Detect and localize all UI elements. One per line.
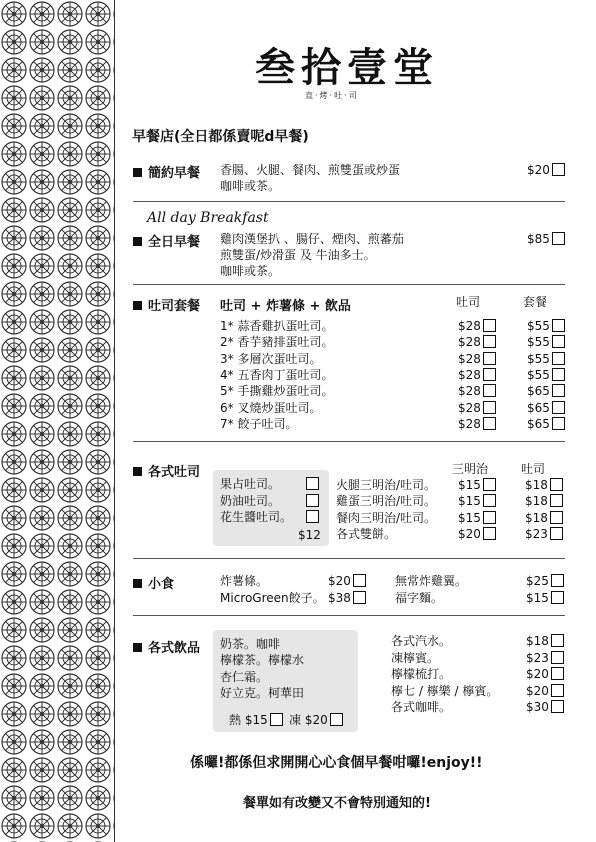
toasts-right-item-name: 各式雙餅。 — [336, 526, 397, 541]
checkbox[interactable] — [551, 591, 564, 604]
checkbox[interactable] — [552, 352, 565, 365]
checkbox[interactable] — [483, 319, 496, 332]
toast-set-item-set-price: $55 — [527, 335, 565, 349]
toasts-right-toast-price: $18 — [525, 494, 563, 508]
checkbox[interactable] — [483, 368, 496, 381]
section-simple-title: 簡約早餐 — [133, 162, 200, 181]
simple-price: $20 — [527, 163, 565, 177]
toasts-left-item: 奶油吐司。 — [220, 493, 281, 508]
checkbox[interactable] — [483, 417, 496, 430]
toast-set-item-set-price: $65 — [527, 401, 565, 415]
bullet-square-icon — [133, 168, 142, 177]
checkbox[interactable] — [551, 634, 564, 647]
checkbox[interactable] — [552, 163, 565, 176]
toast-set-item-toast-price: $28 — [458, 417, 496, 431]
toasts-right-toast-price: $18 — [525, 478, 563, 492]
toasts-left-checkbox — [304, 477, 319, 491]
toasts-right-sandwich-price: $15 — [458, 494, 496, 508]
toasts-right-item-name: 餐肉三明治/吐司。 — [336, 510, 437, 525]
checkbox[interactable] — [483, 335, 496, 348]
divider — [133, 558, 565, 559]
snacks-right-item-name: 無常炸雞翼。 — [395, 574, 468, 588]
checkbox[interactable] — [551, 651, 564, 664]
checkbox[interactable] — [552, 368, 565, 381]
checkbox[interactable] — [330, 713, 343, 726]
divider — [133, 284, 565, 285]
checkbox[interactable] — [550, 511, 563, 524]
drinks-right-item-name: 各式汽水。 — [391, 634, 452, 648]
checkbox[interactable] — [483, 478, 496, 491]
snacks-right-item-price: $15 — [526, 591, 564, 605]
toast-set-subtitle: 吐司 + 炸薯條 + 飲品 — [220, 299, 351, 314]
toasts-left-item: 果占吐司。 — [220, 477, 281, 491]
snacks-left-item-name: MicroGreen餃子。 — [220, 591, 325, 605]
allday-description: 雞肉漢堡扒 、腸仔、煙肉、煎蕃茄 煎雙蛋/炒滑蛋 及 牛油多士。 咖啡或茶。 — [220, 232, 404, 278]
toast-set-item-set-price: $55 — [527, 319, 565, 333]
toast-set-col-toast: 吐司 — [456, 295, 481, 309]
toasts-left-checkbox — [304, 510, 319, 524]
drinks-right-item-name: 檸檬梳打。 — [391, 667, 452, 681]
toasts-left-price: $12 — [298, 528, 321, 542]
drinks-right-item-price: $30 — [526, 700, 564, 714]
section-snacks-title: 小食 — [133, 573, 174, 592]
simple-description: 香腸、火腿、餐肉、煎雙蛋或炒蛋 咖啡或茶。 — [220, 163, 401, 193]
checkbox[interactable] — [551, 700, 564, 713]
brand-logo: 叁拾壹堂 — [255, 44, 439, 91]
toasts-right-sandwich-price: $20 — [458, 527, 496, 541]
checkbox[interactable] — [552, 417, 565, 430]
checkbox[interactable] — [353, 591, 366, 604]
snacks-left-item-price: $20 — [328, 574, 366, 588]
drinks-hot-price: 熱 $15 — [229, 711, 283, 728]
toasts-right-toast-price: $23 — [525, 527, 563, 541]
toast-set-item-set-price: $55 — [527, 368, 565, 382]
toast-set-col-set: 套餐 — [523, 295, 548, 309]
brand-subtitle: 直·烤·吐·司 — [305, 91, 359, 100]
toasts-right-sandwich-price: $15 — [458, 478, 496, 492]
toast-set-item-toast-price: $28 — [458, 401, 496, 415]
toast-set-item-name: 6* 叉燒炒蛋吐司。 — [220, 400, 322, 415]
checkbox[interactable] — [270, 713, 283, 726]
checkbox[interactable] — [306, 477, 319, 490]
drinks-right-item-name: 凍檸賓。 — [391, 650, 440, 665]
checkbox[interactable] — [483, 511, 496, 524]
divider — [133, 441, 565, 442]
allday-english: All day Breakfast — [147, 210, 269, 226]
section-toasts-title: 各式吐司 — [133, 461, 200, 480]
checkbox[interactable] — [551, 574, 564, 587]
checkbox[interactable] — [551, 684, 564, 697]
toast-set-item-set-price: $55 — [527, 352, 565, 366]
shop-title: 早餐店(全日都係賣呢d早餐) — [132, 129, 309, 145]
drinks-cold-price: 凍 $20 — [289, 711, 343, 728]
checkbox[interactable] — [552, 335, 565, 348]
toasts-col-sandwich: 三明治 — [452, 462, 489, 476]
footer-notice: 餐單如有改變又不會特別通知的! — [243, 796, 431, 811]
drinks-left-item: 好立克。柯華田 — [220, 685, 305, 700]
snacks-left-item-name: 炸薯條。 — [220, 574, 269, 588]
toasts-right-item-name: 雞蛋三明治/吐司。 — [336, 494, 437, 509]
checkbox[interactable] — [483, 494, 496, 507]
drinks-right-item-price: $18 — [526, 634, 564, 648]
divider — [133, 201, 565, 202]
toast-set-item-toast-price: $28 — [458, 352, 496, 366]
checkbox[interactable] — [353, 574, 366, 587]
toasts-right-sandwich-price: $15 — [458, 511, 496, 525]
toast-set-item-name: 2* 香芋豬排蛋吐司。 — [220, 335, 334, 350]
divider — [133, 615, 565, 616]
checkbox[interactable] — [483, 352, 496, 365]
bullet-square-icon — [133, 643, 142, 652]
decorative-pattern — [0, 0, 115, 842]
checkbox[interactable] — [552, 319, 565, 332]
checkbox[interactable] — [483, 384, 496, 397]
toast-set-item-toast-price: $28 — [458, 368, 496, 382]
toast-set-item-toast-price: $28 — [458, 335, 496, 349]
toast-set-item-set-price: $65 — [527, 417, 565, 431]
drinks-right-item-name: 各式咖啡。 — [391, 700, 452, 714]
toasts-left-item: 花生醬吐司。 — [220, 510, 293, 524]
bullet-square-icon — [133, 237, 142, 246]
toast-set-item-name: 1* 蒜香雞扒蛋吐司。 — [220, 319, 334, 333]
allday-price: $85 — [527, 232, 565, 246]
drinks-right-item-name: 檸七 / 檸樂 / 檸賓。 — [391, 683, 499, 698]
checkbox[interactable] — [483, 527, 496, 540]
toast-set-item-name: 5* 手撕雞炒蛋吐司。 — [220, 384, 334, 399]
checkbox[interactable] — [550, 478, 563, 491]
drinks-left-item: 奶茶。咖啡 — [220, 637, 281, 651]
bullet-square-icon — [133, 467, 142, 476]
drinks-left-item: 杏仁霜。 — [220, 669, 269, 684]
footer-message: 係囉!都係但求開開心心食個早餐咁囉!enjoy!! — [190, 755, 483, 771]
checkbox[interactable] — [552, 232, 565, 245]
checkbox[interactable] — [483, 401, 496, 414]
checkbox[interactable] — [550, 527, 563, 540]
toasts-col-toast: 吐司 — [521, 462, 546, 476]
checkbox[interactable] — [306, 510, 319, 523]
toast-set-item-name: 4* 五香肉丁蛋吐司。 — [220, 367, 334, 382]
checkbox[interactable] — [306, 494, 319, 507]
section-allday-title: 全日早餐 — [133, 231, 200, 250]
toasts-left-checkbox — [304, 494, 319, 508]
drinks-right-item-price: $20 — [526, 667, 564, 681]
checkbox[interactable] — [551, 667, 564, 680]
snacks-right-item-name: 福字麵。 — [395, 591, 444, 605]
toast-set-item-set-price: $65 — [527, 384, 565, 398]
checkbox[interactable] — [552, 401, 565, 414]
toast-set-item-toast-price: $28 — [458, 319, 496, 333]
toast-set-item-toast-price: $28 — [458, 384, 496, 398]
checkbox[interactable] — [552, 384, 565, 397]
bullet-square-icon — [133, 301, 142, 310]
section-toast-set-title: 吐司套餐 — [133, 295, 200, 314]
checkbox[interactable] — [550, 494, 563, 507]
toasts-right-item-name: 火腿三明治/吐司。 — [336, 478, 437, 492]
drinks-right-item-price: $20 — [526, 684, 564, 698]
snacks-left-item-price: $38 — [328, 591, 366, 605]
toasts-right-toast-price: $18 — [525, 511, 563, 525]
drinks-right-item-price: $23 — [526, 651, 564, 665]
toast-set-item-name: 3* 多層次蛋吐司。 — [220, 351, 322, 366]
section-drinks-title: 各式飲品 — [133, 637, 200, 656]
drinks-left-item: 檸檬茶。檸檬水 — [220, 653, 305, 668]
bullet-square-icon — [133, 579, 142, 588]
toast-set-item-name: 7* 餃子吐司。 — [220, 416, 298, 431]
snacks-right-item-price: $25 — [526, 574, 564, 588]
